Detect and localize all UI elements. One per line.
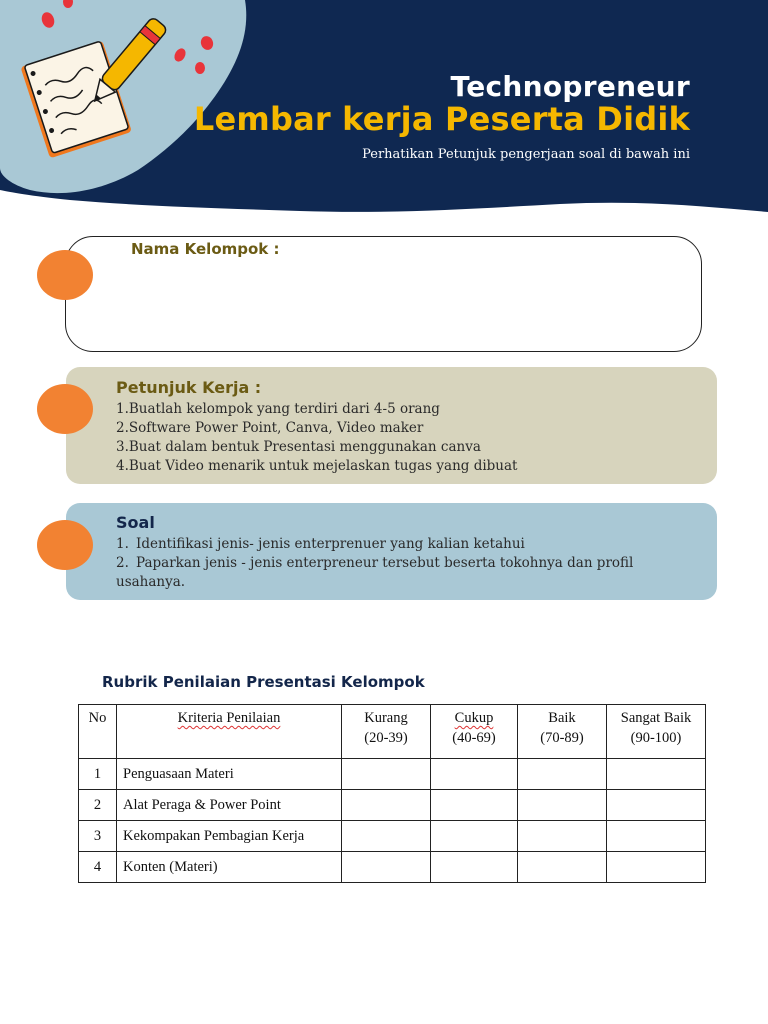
petunjuk-kerja-label: Petunjuk Kerja : <box>116 378 262 397</box>
page-title: Lembar kerja Peserta Didik <box>193 100 690 138</box>
orange-dot-decoration <box>37 384 93 434</box>
soal-label: Soal <box>116 513 155 532</box>
header-sangat-baik-range: (90-100) <box>630 730 682 746</box>
row-no: 3 <box>79 821 117 852</box>
header-cukup-label: Cukup <box>454 710 494 726</box>
header-sangat-baik-label: Sangat Baik <box>620 710 692 726</box>
score-cell[interactable] <box>431 759 518 790</box>
score-cell[interactable] <box>342 852 431 883</box>
score-cell[interactable] <box>518 790 607 821</box>
row-no: 1 <box>79 759 117 790</box>
nama-kelompok-label: Nama Kelompok : <box>131 240 280 258</box>
title-technopreneur: Technopreneur <box>450 70 690 103</box>
row-no: 2 <box>79 790 117 821</box>
score-cell[interactable] <box>518 821 607 852</box>
petunjuk-item: 3.Buat dalam bentuk Presentasi menggunakan canva <box>116 439 481 455</box>
score-cell[interactable] <box>607 821 706 852</box>
score-cell[interactable] <box>342 759 431 790</box>
header-cukup <box>431 705 518 759</box>
header-kurang <box>342 705 431 759</box>
score-cell[interactable] <box>607 852 706 883</box>
soal-number: 2. <box>116 555 129 571</box>
row-kriteria: Alat Peraga & Power Point <box>117 790 342 821</box>
soal-number: 1. <box>116 536 129 552</box>
header-kurang-label: Kurang <box>364 710 408 726</box>
score-cell[interactable] <box>518 759 607 790</box>
row-kriteria: Kekompakan Pembagian Kerja <box>117 821 342 852</box>
table-row <box>79 759 706 790</box>
table-row <box>79 821 706 852</box>
header-cukup-range: (40-69) <box>452 730 496 746</box>
header-baik-label: Baik <box>548 710 576 726</box>
table-row <box>79 852 706 883</box>
row-kriteria: Penguasaan Materi <box>117 759 342 790</box>
row-no: 4 <box>79 852 117 883</box>
petunjuk-item: 1.Buatlah kelompok yang terdiri dari 4-5 orang <box>116 401 440 417</box>
orange-dot-decoration <box>37 250 93 300</box>
score-cell[interactable] <box>431 821 518 852</box>
rubrik-title: Rubrik Penilaian Presentasi Kelompok <box>102 673 425 691</box>
score-cell[interactable] <box>342 790 431 821</box>
score-cell[interactable] <box>607 759 706 790</box>
soal-text: Identifikasi jenis- jenis enterprenuer yang kalian ketahui <box>136 536 525 552</box>
soal-text: Paparkan jenis - jenis enterpreneur tersebut beserta tokohnya dan profil usahanya. <box>116 555 634 590</box>
score-cell[interactable] <box>607 790 706 821</box>
score-cell[interactable] <box>342 821 431 852</box>
orange-dot-decoration <box>37 520 93 570</box>
score-cell[interactable] <box>518 852 607 883</box>
header-kriteria-text: Kriteria Penilaian <box>177 710 281 726</box>
score-cell[interactable] <box>431 852 518 883</box>
table-header-row <box>79 705 706 759</box>
header-sangat-baik <box>607 705 706 759</box>
score-cell[interactable] <box>431 790 518 821</box>
table-row <box>79 790 706 821</box>
header-no: No <box>79 705 117 759</box>
soal-list <box>116 535 706 592</box>
header-baik <box>518 705 607 759</box>
header-baik-range: (70-89) <box>540 730 584 746</box>
petunjuk-item: 2.Software Power Point, Canva, Video maker <box>116 420 424 436</box>
header-kurang-range: (20-39) <box>364 730 408 746</box>
rubrik-table <box>78 704 706 883</box>
petunjuk-list <box>116 400 517 476</box>
header-kriteria <box>117 705 342 759</box>
page-subtitle: Perhatikan Petunjuk pengerjaan soal di bawah ini <box>362 147 690 162</box>
petal-decoration <box>195 62 205 74</box>
row-kriteria: Konten (Materi) <box>117 852 342 883</box>
soal-item <box>116 535 706 554</box>
petunjuk-item: 4.Buat Video menarik untuk mejelaskan tugas yang dibuat <box>116 458 518 474</box>
soal-item <box>116 554 706 592</box>
